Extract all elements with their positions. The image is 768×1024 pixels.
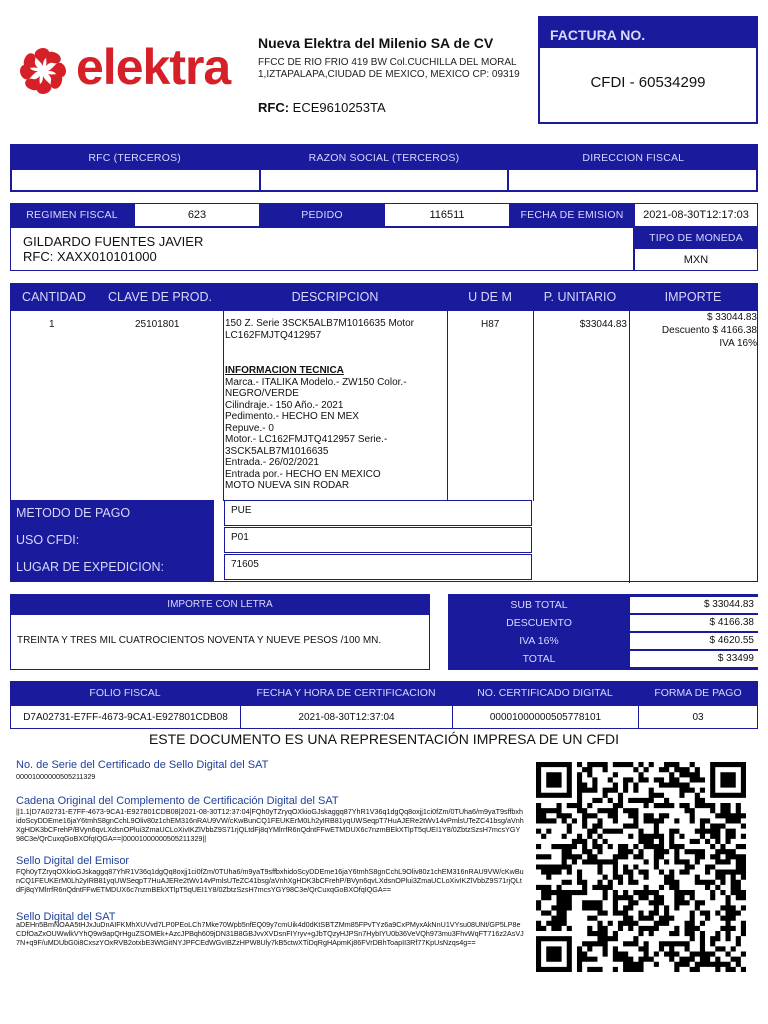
terceros-section <box>10 144 758 192</box>
elektra-logo-icon <box>16 44 70 98</box>
sello-sat-title: Sello Digital del SAT <box>16 911 116 923</box>
rfc-value: ECE9610253TA <box>292 100 386 115</box>
metodo-pago-label: METODO DE PAGO <box>16 506 131 520</box>
razon-social-header: RAZON SOCIAL (TERCEROS) <box>308 152 460 164</box>
tech-line: Pedimento.- HECHO EN MEX <box>225 411 359 422</box>
cadena-original-value: ||1.1|D7A02731-E7FF-4673-9CA1-E927801CDB08|2021-08-30T12:37:04|FQh0yTZryqOXkioGJskaggq87YhR1V36q1dgQq8oxjj1ci0fZm/0TUha6/m9yaT9sffbxhidoScyDDEme16jaY6tmhS8gnCchL9Oliv80z1chEM316nRAU9VW/cKwBunCQ1FEUKErM0Lh2yIRB81yqUWSeqpT7HuAJERe2tWv14vPmlsUTeZC41bsg/aVnhXgHDK3bCFrehP/BVyn6qvLXdsnOPlui3ZmaUCLoXivIKZlVbbZ9S71rjQLtdFj8qYMlrrfR6nQdntFFwETMDUX6c7nzmBEkXTlpT5qUEI1Y8/0ZbtzSzsH7mcsYGY98C3e/QrCuxqGoBXOfqIQGA==|00001000000505211329|| <box>16 807 524 843</box>
sello-emisor-title: Sello Digital del Emisor <box>16 855 130 867</box>
razon-social-value <box>261 170 508 190</box>
rfc-terceros-value <box>12 170 259 190</box>
subtotal-value: $ 33044.83 <box>630 597 758 613</box>
direccion-fiscal-value <box>509 170 756 190</box>
metodo-pago-value: PUE <box>224 500 532 526</box>
forma-pago-value: 03 <box>692 711 704 723</box>
total-value: $ 33499 <box>630 651 758 667</box>
tech-line: Marca.- ITALIKA Modelo.- ZW150 Color.- NEGRO/VERDE <box>225 376 407 399</box>
item-iva: IVA 16% <box>719 338 757 349</box>
brand-text: elektra <box>76 39 231 95</box>
serie-certificado-value: 00001000000505211329 <box>16 772 96 781</box>
regimen-row <box>10 203 758 227</box>
rfc-terceros-header: RFC (TERCEROS) <box>88 152 181 164</box>
total-row <box>448 650 758 668</box>
factura-number: CFDI - 60534299 <box>590 74 706 91</box>
subtotal-row <box>448 596 758 614</box>
tech-line: Cilindraje.- 150 Año.- 2021 <box>225 399 344 411</box>
pedido-label: PEDIDO <box>301 209 343 221</box>
representacion-text: ESTE DOCUMENTO ES UNA REPRESENTACIÓN IMPRESA DE UN CFDI <box>148 731 620 747</box>
col-divider <box>447 311 448 501</box>
fecha-emision-label: FECHA DE EMISION <box>520 209 624 221</box>
company-name: Nueva Elektra del Milenio SA de CV <box>258 35 494 51</box>
folio-fiscal-header: FOLIO FISCAL <box>89 687 161 699</box>
cliente-rfc: RFC: XAXX010101000 <box>23 249 157 264</box>
iva-row <box>448 632 758 650</box>
tech-line: MOTO NUEVA SIN RODAR <box>225 480 350 491</box>
total-label: TOTAL <box>522 653 556 665</box>
item-desc-main: 150 Z. Serie 3SCK5ALB7M1016635 Motor LC162FMJTQ412957 <box>225 318 414 341</box>
no-certificado-header: NO. CERTIFICADO DIGITAL <box>477 687 613 699</box>
company-rfc <box>258 100 386 115</box>
uso-cfdi-label: USO CFDI: <box>16 533 80 547</box>
tech-line: Motor.- LC162FMJTQ412957 Serie.- <box>225 434 388 445</box>
rfc-label: RFC: <box>258 100 290 115</box>
descuento-value: $ 4166.38 <box>630 615 758 631</box>
fecha-certificacion-header: FECHA Y HORA DE CERTIFICACION <box>256 687 436 699</box>
item-descripcion <box>225 318 445 492</box>
col-divider <box>629 311 630 583</box>
importe-header: IMPORTE <box>664 289 722 304</box>
descuento-row <box>448 614 758 632</box>
elektra-logo <box>16 39 240 98</box>
iva-value: $ 4620.55 <box>630 633 758 649</box>
forma-pago-header: FORMA DE PAGO <box>654 687 742 699</box>
iva-label: IVA 16% <box>519 635 559 647</box>
serie-certificado-title: No. de Serie del Certificado de Sello Digital del SAT <box>16 759 269 771</box>
cliente-box <box>10 227 634 271</box>
subtotal-label: SUB TOTAL <box>510 599 568 611</box>
qr-code <box>536 762 746 972</box>
folio-header <box>10 681 758 705</box>
pedido-value: 116511 <box>384 203 510 227</box>
items-header <box>10 283 758 310</box>
item-descuento: Descuento $ 4166.38 <box>661 325 757 336</box>
factura-title: FACTURA NO. <box>540 18 756 48</box>
factura-box <box>538 16 758 124</box>
tech-line: Entrada.- 26/02/2021 <box>225 457 319 468</box>
clave-header: CLAVE DE PROD. <box>108 289 212 304</box>
tech-line: Entrada por.- HECHO EN MEXICO <box>225 468 381 480</box>
importe-letra-box <box>10 594 430 670</box>
moneda-label: TIPO DE MONEDA <box>634 227 758 248</box>
importe-letra-text: TREINTA Y TRES MIL CUATROCIENTOS NOVENTA Y NUEVE PESOS /100 MN. <box>17 635 382 646</box>
descripcion-header: DESCRIPCION <box>291 289 379 304</box>
fecha-certificacion-value: 2021-08-30T12:37:04 <box>241 706 453 728</box>
tech-line: 3SCK5ALB7M1016635 <box>225 445 329 457</box>
cliente-name: GILDARDO FUENTES JAVIER <box>23 234 204 249</box>
folio-values <box>10 705 758 729</box>
item-udm: H87 <box>481 319 500 330</box>
importe-letra-label: IMPORTE CON LETRA <box>11 595 429 615</box>
moneda-value: MXN <box>634 248 758 271</box>
p-unitario-header: P. UNITARIO <box>543 289 617 304</box>
qr-code-icon <box>536 762 746 972</box>
fecha-emision-value: 2021-08-30T12:17:03 <box>634 203 758 227</box>
lugar-expedicion-label: LUGAR DE EXPEDICION: <box>16 560 164 574</box>
col-divider <box>223 311 224 501</box>
item-cantidad: 1 <box>49 319 55 330</box>
item-p-unitario: $33044.83 <box>579 319 627 330</box>
cadena-original-title: Cadena Original del Complemento de Certificación Digital del SAT <box>16 795 339 807</box>
cantidad-header: CANTIDAD <box>22 289 86 304</box>
sello-sat-value: aDEHn5BmNOAA5tHJxJuDnAIFKMhXUVvd7LP0PEoLCh7Mke70Wpb5nfEQ09y7cmUik4d0dKtSBTZMm85FPvTYz6a9CxPMyxAkNnU1VYsu08UNt/GP5LP8eCDfOaZxOUWwlkVYhQ9w9apQrHguZSOMEk+AzcJPBqh609jDN31B8GBJvvXVDsnFIYryv+gJbTQzyHJPSn7HybIYU0b36VeVQh973mu3FhvWqFT716z2AsVJ7N+q9F/uMDUbG0i8CxszYOxRVB2otxbE3WtGitNYJPFCEdWGvIBZzHPW8Uly7kB5ctwXTiDqRgHApmKj86FVrDBhToapII3Rf77KpUsNzqs4g== <box>16 920 524 947</box>
no-certificado-value: 00001000000505778101 <box>453 706 639 728</box>
descuento-label: DESCUENTO <box>506 617 572 629</box>
uso-cfdi-value: P01 <box>224 527 532 553</box>
direccion-fiscal-header: DIRECCION FISCAL <box>582 152 685 164</box>
totals-box <box>448 594 758 670</box>
udm-header: U DE M <box>468 289 512 304</box>
col-divider <box>533 311 534 501</box>
folio-fiscal-value: D7A02731-E7FF-4673-9CA1-E927801CDB08 <box>11 706 241 728</box>
item-importe-value: $ 33044.83 <box>706 312 757 323</box>
tech-title: INFORMACION TECNICA <box>225 365 344 376</box>
regimen-label: REGIMEN FISCAL <box>26 209 118 221</box>
regimen-value: 623 <box>134 203 260 227</box>
lugar-expedicion-value: 71605 <box>224 554 532 580</box>
tech-line: Repuve.- 0 <box>225 422 274 434</box>
pago-labels <box>10 500 214 582</box>
company-address: FFCC DE RIO FRIO 419 BW Col.CUCHILLA DEL MORAL 1,IZTAPALAPA,CIUDAD DE MEXICO, MEXICO CP: 09319 <box>258 57 520 80</box>
item-clave: 25101801 <box>135 319 180 330</box>
item-importe <box>639 311 757 350</box>
sello-emisor-value: FQh0yTZryqOXkioGJskaggq87YhR1V36q1dgQq8oxjj1ci0fZm/0TUha6/m9yaT9sffbxhidoScyDDEme16jaY6tmhS8gnCchL9Oliv80z1chEM316nRAU9VW/cKwBunCQ1FEUKErM0Lh2yIRB81yqUWSeqpT7HuAJERe2tWv14vPmlsUTeZC41bsg/aVnhXgHDK3bCFrehP/BVyn6qvLXdsnOPlui3ZmaUCLoXivIKZlVbbZ9S71rjQLtdFj8qYMlrrfR6nQdntFFwETMDUX6c7nzmBEkXTlpT5qUEI1Y8/0ZbtzSzsH7mcsYGY98C3e/QrCuxqGoBXOfqIQGA== <box>16 867 524 894</box>
